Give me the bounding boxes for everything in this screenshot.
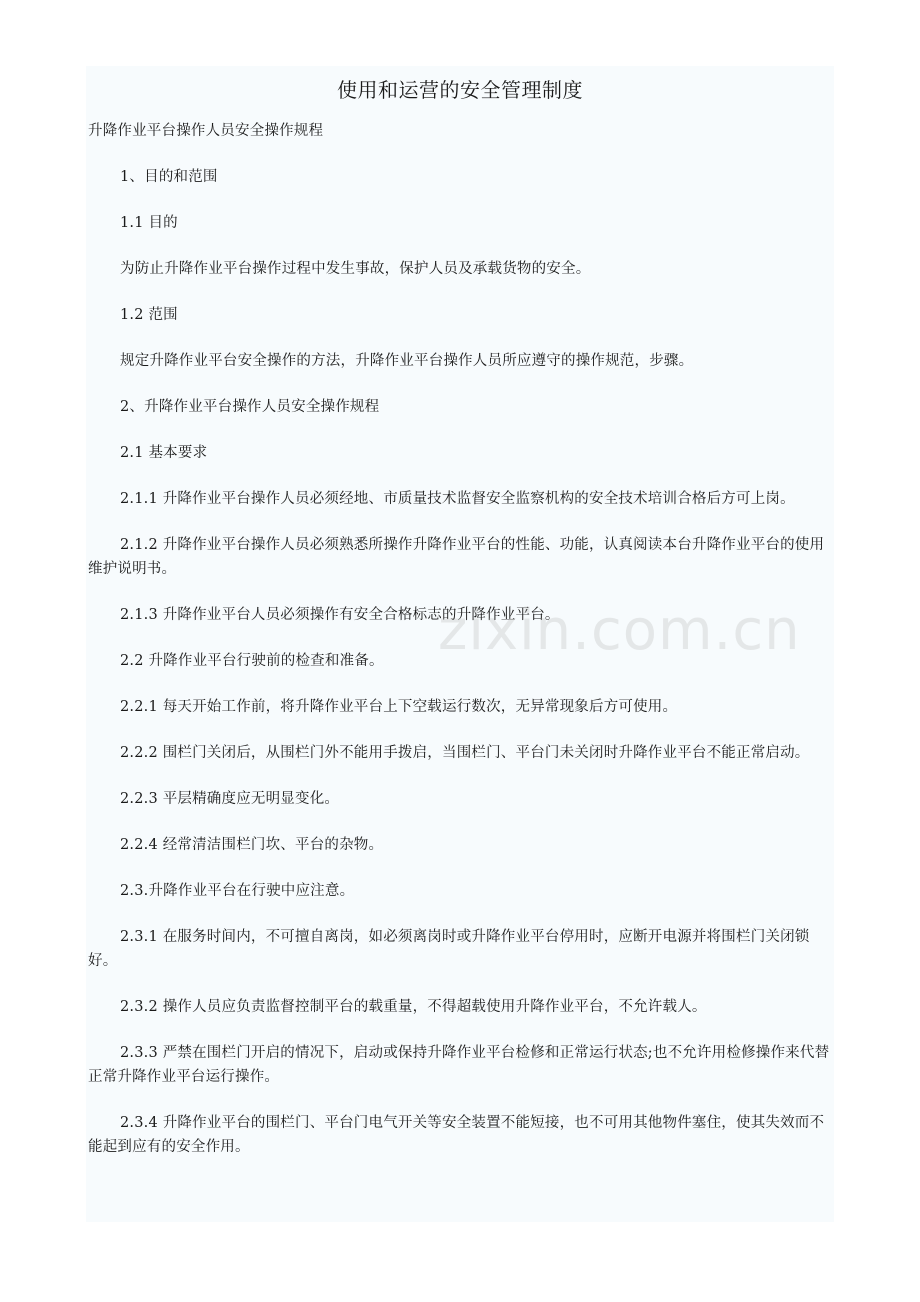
paragraph: 1.1 目的: [120, 215, 178, 231]
paragraph: 2.1.2 升降作业平台操作人员必须熟悉所操作升降作业平台的性能、功能，认真阅读本台升降作业平台的使用维护说明书。: [88, 537, 825, 577]
paragraph: 2.3.升降作业平台在行驶中应注意。: [120, 883, 355, 899]
paragraph: 1.2 范围: [120, 307, 178, 323]
paragraph: 2.2.3 平层精确度应无明显变化。: [120, 791, 340, 807]
paragraph: 2.1.1 升降作业平台操作人员必须经地、市质量技术监督安全监察机构的安全技术培训合格后方可上岗。: [120, 491, 795, 507]
paragraph: 1、目的和范围: [120, 169, 218, 185]
paragraph: 2.2.4 经常清洁围栏门坎、平台的杂物。: [120, 837, 384, 853]
paragraph: 规定升降作业平台安全操作的方法，升降作业平台操作人员所应遵守的操作规范，步骤。: [120, 353, 694, 369]
paragraph: 2.1 基本要求: [120, 445, 208, 461]
paragraph: 2.2.1 每天开始工作前，将升降作业平台上下空载运行数次，无异常现象后方可使用。: [120, 699, 678, 715]
paragraph: 2.2 升降作业平台行驶前的检查和准备。: [120, 653, 384, 669]
document-title: 使用和运营的安全管理制度: [337, 78, 583, 102]
paragraph: 2.3.2 操作人员应负责监督控制平台的载重量，不得超载使用升降作业平台，不允许载人。: [120, 999, 707, 1015]
paragraph: 2.3.1 在服务时间内，不可擅自离岗，如必须离岗时或升降作业平台停用时，应断开电源并将围栏门关闭锁好。: [88, 929, 810, 969]
paragraph: 2.1.3 升降作业平台人员必须操作有安全合格标志的升降作业平台。: [120, 607, 560, 623]
paragraph: 2.3.3 严禁在围栏门开启的情况下，启动或保持升降作业平台检修和正常运行状态;也不允许用检修操作来代替正常升降作业平台运行操作。: [88, 1045, 830, 1085]
watermark-text: zixin.com.cn: [438, 598, 801, 663]
paragraph: 2.3.4 升降作业平台的围栏门、平台门电气开关等安全装置不能短接，也不可用其他物件塞住，使其失效而不能起到应有的安全作用。: [88, 1115, 825, 1155]
paragraph: 2、升降作业平台操作人员安全操作规程: [120, 399, 380, 415]
paragraph: 为防止升降作业平台操作过程中发生事故，保护人员及承载货物的安全。: [120, 261, 591, 277]
document-page: [86, 66, 834, 1222]
document-subtitle: 升降作业平台操作人员安全操作规程: [88, 123, 324, 139]
paragraph: 2.2.2 围栏门关闭后，从围栏门外不能用手拨启，当围栏门、平台门未关闭时升降作业平台不能正常启动。: [120, 745, 810, 761]
